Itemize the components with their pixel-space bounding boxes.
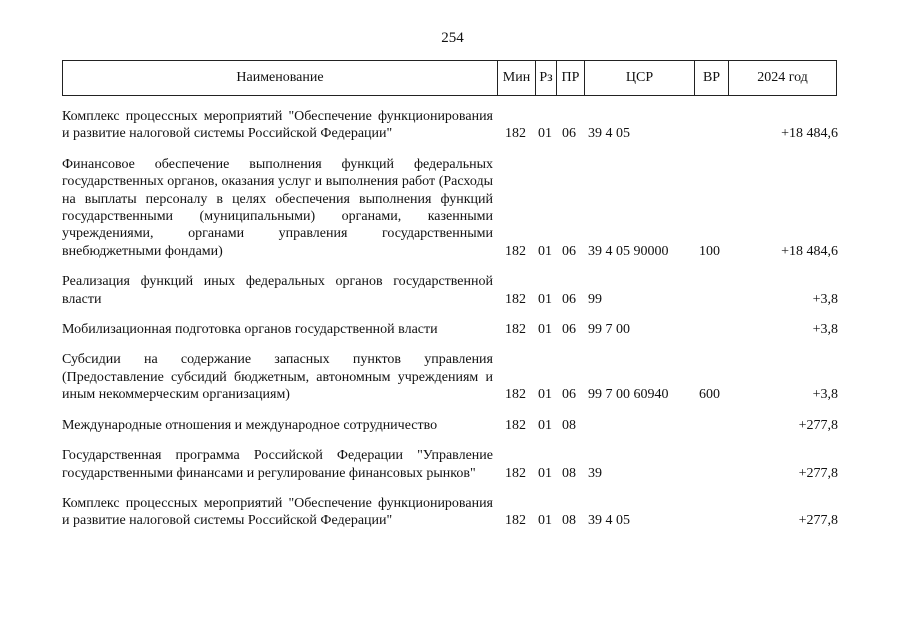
row-pr: 06 [562,322,576,338]
row-vr [699,321,739,338]
row-pr: 08 [562,465,576,481]
row-pr: 08 [562,513,576,529]
row-name: Субсидии на содержание запасных пунктов управления (Предоставление субсидий бюджетным, автономным учреждениям и иным некоммерческим организациям) [62,352,493,403]
table-row [62,273,840,308]
row-csr: 39 [588,465,602,481]
page-number: 254 [441,30,464,46]
column-header-min: Мин [498,61,536,95]
row-amount: +3,8 [812,322,838,338]
row-rz: 01 [538,291,552,307]
row-name: Комплекс процессных мероприятий "Обеспечение функционирования и развитие налоговой системы Российской Федерации" [62,495,493,529]
row-pr: 06 [562,243,576,259]
table-row [62,156,840,260]
column-header-csr: ЦСР [585,61,695,95]
column-header-vr: ВР [695,61,729,95]
row-name: Международные отношения и международное сотрудничество [62,417,438,433]
row-vr [699,465,739,482]
row-csr: 39 4 05 90000 [588,243,669,259]
row-vr: 100 [699,243,720,259]
table-row [62,321,840,338]
row-csr [588,417,699,434]
row-min: 182 [505,387,526,403]
row-amount: +277,8 [798,465,838,481]
table-row [62,417,840,434]
table-row [62,447,840,482]
row-rz: 01 [538,465,552,481]
row-amount: +18 484,6 [781,243,838,259]
table-row [62,495,840,530]
table-body [62,108,840,543]
row-pr: 06 [562,291,576,307]
row-name: Финансовое обеспечение выполнения функций федеральных государственных органов, оказания услуг и выполнения работ (Расходы на выплаты персоналу в целях обеспечения выполнения функций государственными (муниципальными) органами, казенными учреждениями, органами управления государственными внебюджетными фондами) [62,156,493,259]
row-rz: 01 [538,513,552,529]
row-name: Реализация функций иных федеральных органов государственной власти [62,274,493,307]
row-amount: +277,8 [798,417,838,433]
column-header-pr: ПР [557,61,585,95]
row-min: 182 [505,513,526,529]
row-amount: +18 484,6 [781,126,838,142]
row-csr: 39 4 05 [588,513,630,529]
row-min: 182 [505,465,526,481]
row-csr: 99 [588,291,602,307]
table-header [62,60,837,96]
row-vr [699,125,739,142]
row-amount: +3,8 [812,291,838,307]
table-row [62,351,840,403]
row-csr: 99 7 00 60940 [588,387,669,403]
row-vr: 600 [699,387,720,403]
row-csr: 99 7 00 [588,322,630,338]
row-pr: 06 [562,126,576,142]
row-csr: 39 4 05 [588,126,630,142]
row-pr: 08 [562,417,576,433]
row-min: 182 [505,417,526,433]
row-pr: 06 [562,387,576,403]
row-name: Государственная программа Российской Федерации "Управление государственными финансами и регулирование финансовых рынков" [62,448,493,481]
row-min: 182 [505,322,526,338]
row-amount: +277,8 [798,513,838,529]
column-header-name: Наименование [63,61,498,95]
table-row [62,108,840,143]
row-min: 182 [505,243,526,259]
row-rz: 01 [538,417,552,433]
row-rz: 01 [538,322,552,338]
row-vr [699,291,739,308]
row-vr [699,417,739,434]
row-name: Комплекс процессных мероприятий "Обеспечение функционирования и развитие налоговой системы Российской Федерации" [62,109,493,142]
row-rz: 01 [538,126,552,142]
row-rz: 01 [538,243,552,259]
row-min: 182 [505,291,526,307]
column-header-rz: Рз [536,61,557,95]
row-amount: +3,8 [812,387,838,403]
column-header-year: 2024 год [757,70,808,85]
row-name: Мобилизационная подготовка органов государственной власти [62,322,438,338]
row-vr [699,512,739,529]
row-rz: 01 [538,387,552,403]
row-min: 182 [505,126,526,142]
